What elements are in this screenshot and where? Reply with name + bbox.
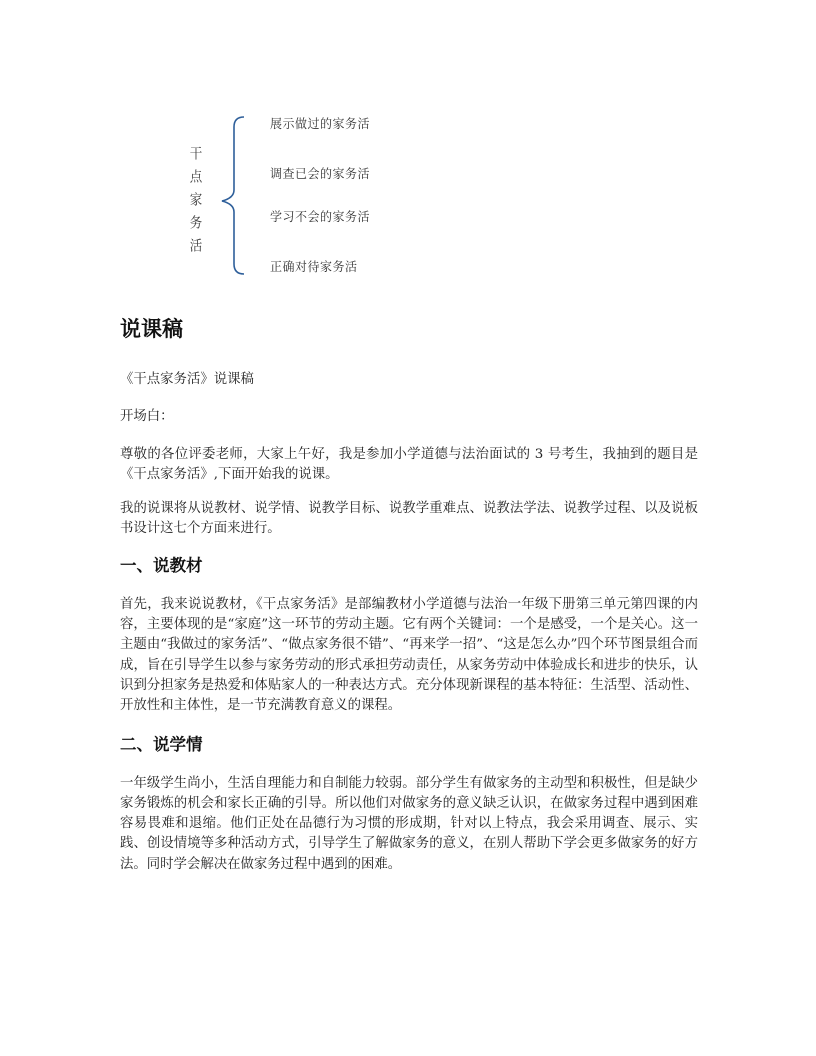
section-heading: 一、说教材 — [120, 555, 203, 575]
title-char: 干 — [189, 144, 203, 163]
branch-label: 学习不会的家务活 — [270, 209, 371, 225]
greeting-paragraph: 尊敬的各位评委老师，大家上午好，我是参加小学道德与法治面试的 3 号考生，我抽到的题目是《干点家务活》,下面开始我的说课。 — [120, 446, 698, 482]
branch-label: 展示做过的家务活 — [270, 116, 371, 132]
outline-paragraph: 我的说课将从说教材、说学情、说教学目标、说教学重难点、说教法学法、说教学过程、以及说板书设计这七个方面来进行。 — [120, 501, 698, 537]
diagram-vertical-title — [188, 142, 204, 257]
title-char: 活 — [189, 236, 203, 255]
title-char: 务 — [189, 213, 203, 232]
title-char: 家 — [189, 190, 203, 209]
board-design-diagram — [180, 108, 440, 278]
document-body — [120, 312, 698, 875]
section-paragraph: 一年级学生尚小，生活自理能力和自制能力较弱。部分学生有做家务的主动型和积极性，但是缺少家务锻炼的机会和家长正确的引导。所以他们对做家务的意义缺乏认识，在做家务过程中遇到困难容易畏难和退缩。他们正处在品德行为习惯的形成期，针对以上特点，我会采用调查、展示、实践、创设情境等多种活动方式，引导学生了解做家务的意义，在别人帮助下学会更多做家务的好方法。同时学会解决在做家务过程中遇到的困难。 — [120, 775, 698, 872]
branch-label: 调查已会的家务活 — [270, 166, 371, 182]
document-subtitle: 《干点家务活》说课稿 — [120, 372, 254, 387]
branch-label: 正确对待家务活 — [270, 259, 358, 275]
section-paragraph: 首先，我来说说教材，《干点家务活》是部编教材小学道德与法治一年级下册第三单元第四课的内容，主要体现的是“家庭”这一环节的劳动主题。它有两个关键词：一个是感受，一个是关心。这一主题由“我做过的家务活”、“做点家务很不错”、“再来学一招”、“这是怎么办”四个环节图景组合而成，旨在引导学生以参与家务劳动的形式承担劳动责任，从家务劳动中体验成长和进步的快乐，认识到分担家务是热爱和体贴家人的一种表达方式。充分体现新课程的基本特征：生活型、活动性、开放性和主体性，是一节充满教育意义的课程。 — [120, 596, 698, 714]
title-char: 点 — [189, 167, 203, 186]
curly-brace-icon — [214, 114, 254, 279]
opening-label: 开场白： — [120, 409, 174, 425]
document-heading: 说课稿 — [120, 317, 183, 341]
section-heading: 二、说学情 — [120, 734, 203, 754]
